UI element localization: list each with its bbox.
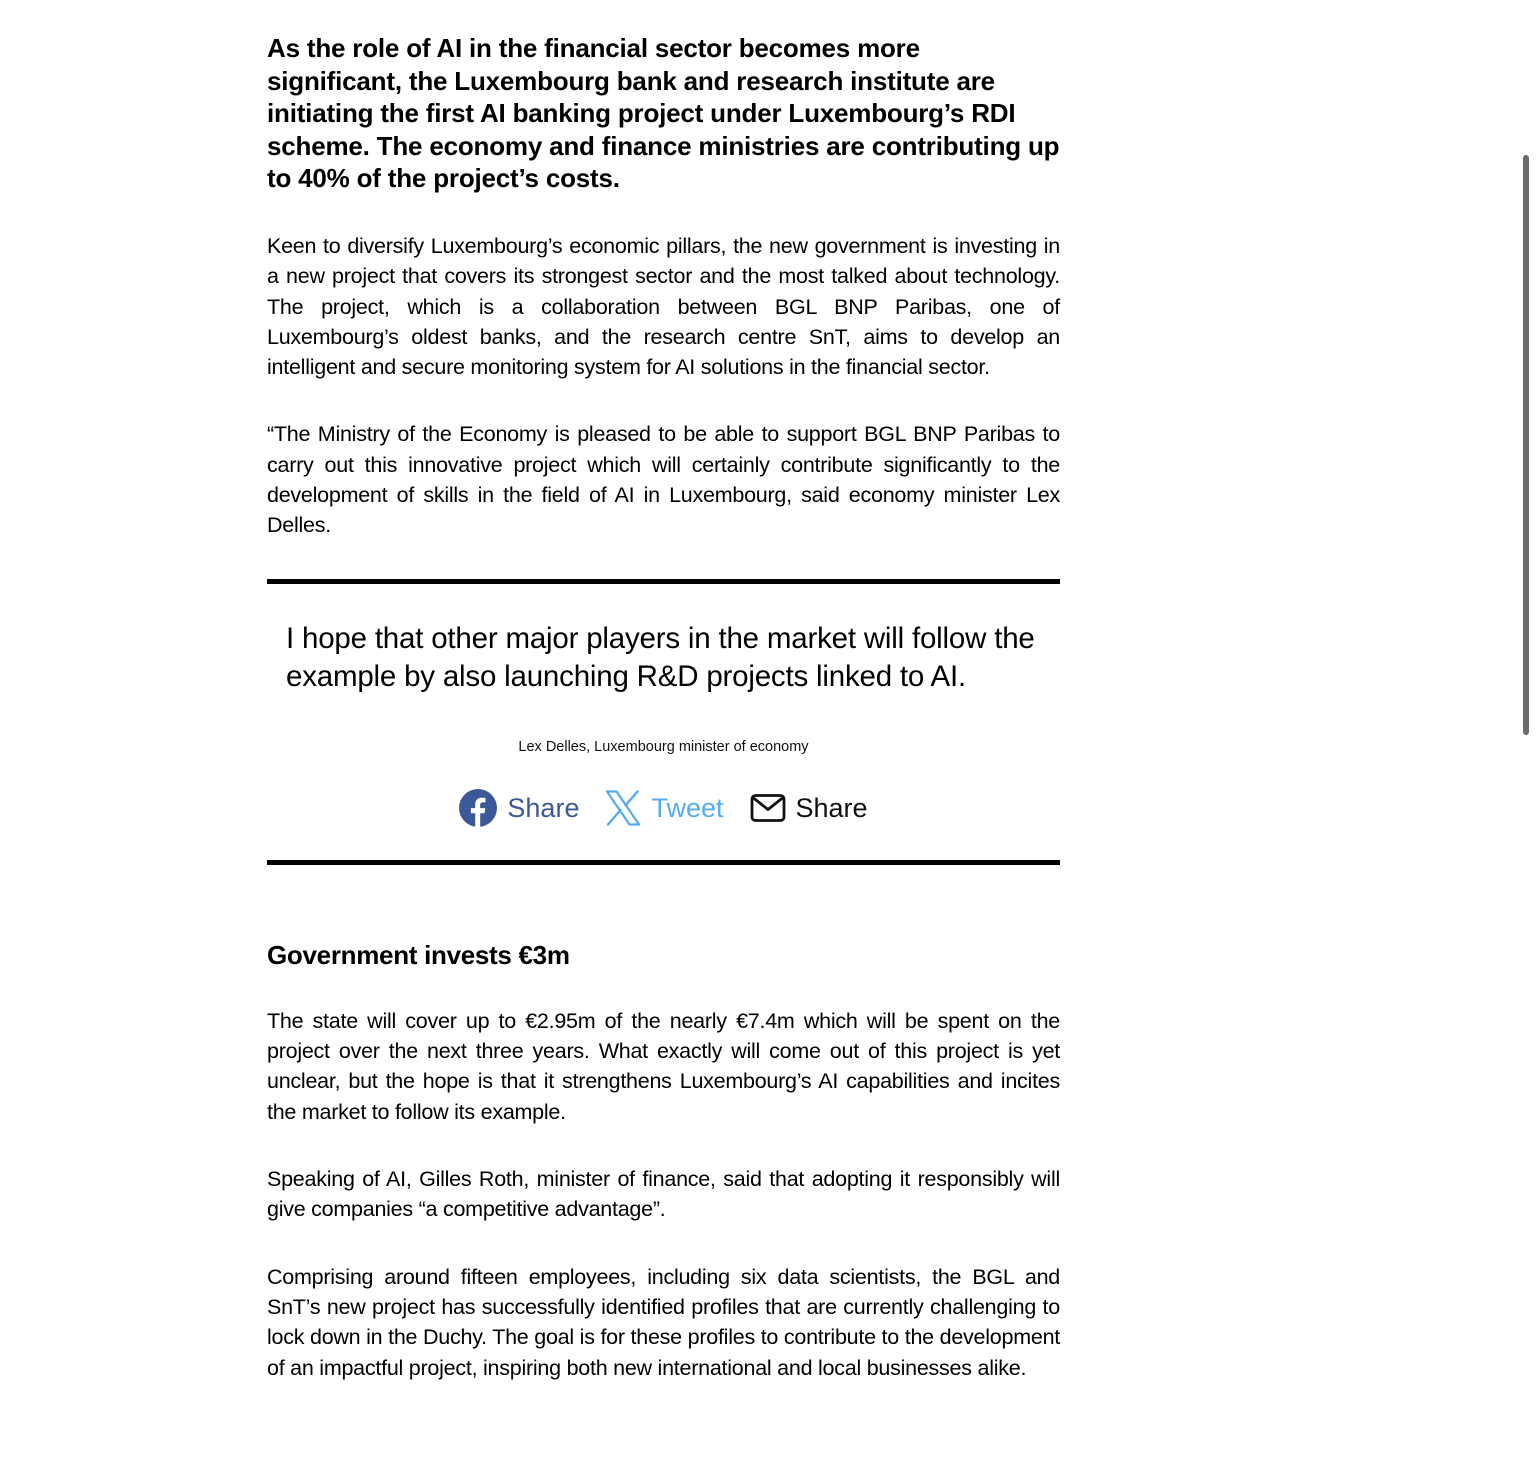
share-bar [286,784,1041,832]
email-share-button[interactable] [750,790,868,826]
tweet-button[interactable] [605,790,723,826]
article-body [267,0,1060,1383]
article-paragraph: Speaking of AI, Gilles Roth, minister of finance, said that adopting it responsibly will give companies “a competitive advantage”. [267,1167,1060,1222]
envelope-icon [750,793,786,823]
quote-top-divider [267,579,1060,584]
article-paragraph: Keen to diversify Luxembourg’s economic pillars, the new government is investing in a new project that covers its strongest sector and the most talked about technology. The project, which is a collaboration between BGL BNP Paribas, one of Luxembourg’s oldest banks, and the research centre SnT, aims to develop an intelligent and secure monitoring system for AI solutions in the financial sector. [267,233,1060,380]
facebook-icon [459,789,497,827]
article-lead: As the role of AI in the financial sector becomes more significant, the Luxembourg bank and research institute are initiating the first AI banking project under Luxembourg’s RDI scheme. The economy and finance ministries are contributing up to 40% of the project’s costs. [267,33,1060,194]
facebook-share-button[interactable] [459,789,579,827]
article-paragraph: Comprising around fifteen employees, including six data scientists, the BGL and SnT’s new project has successfully identified profiles that are currently challenging to lock down in the Duchy. The goal is for these profiles to contribute to the development of an impactful project, inspiring both new international and local businesses alike. [267,1264,1060,1380]
pull-quote-author: Lex Delles, Luxembourg minister of economy [518,738,809,755]
facebook-share-label: Share [507,792,580,823]
article-paragraph: The state will cover up to €2.95m of the nearly €7.4m which will be spent on the project over the next three years. What exactly will come out of this project is yet unclear, but the hope is that it strengthens Luxembourg’s AI capabilities and incites the market to follow its example. [267,1008,1060,1124]
article-paragraph: “The Ministry of the Economy is pleased to be able to support BGL BNP Paribas to carry out this innovative project which will certainly contribute significantly to the development of skills in the field of AI in Luxembourg, said economy minister Lex Delles. [267,422,1060,538]
email-share-label: Share [795,792,868,823]
pull-quote [267,620,1060,832]
page-scrollbar[interactable] [1523,155,1529,735]
quote-bottom-divider [267,860,1060,865]
section-heading: Government invests €3m [267,939,570,970]
tweet-label: Tweet [651,792,724,823]
pull-quote-text: I hope that other major players in the market will follow the example by also launching R&D projects linked to AI. [286,621,1035,694]
x-twitter-icon [605,790,641,826]
